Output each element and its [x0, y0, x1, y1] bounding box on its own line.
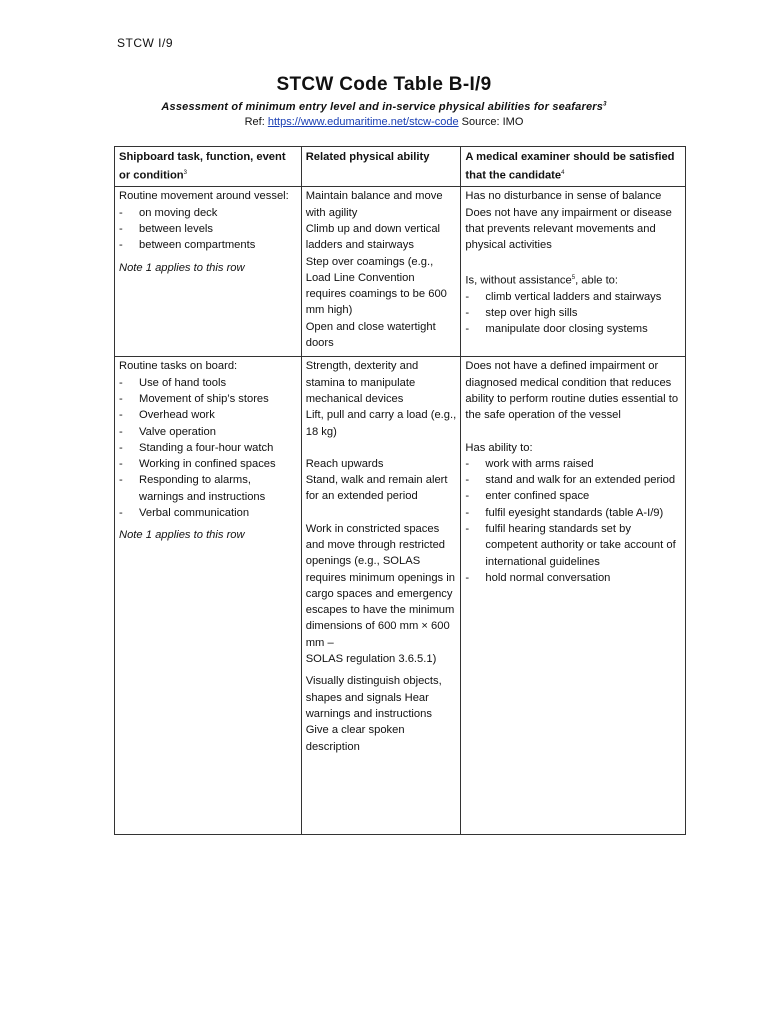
list-item: - Standing a four-hour watch — [119, 440, 297, 456]
page-subtitle — [0, 101, 768, 113]
table-row — [115, 187, 686, 357]
list-item: - fulfil eyesight standards (table A-I/9) — [465, 505, 681, 521]
ability-line: Open and close watertight doors — [305, 320, 436, 349]
reference-line — [0, 116, 768, 128]
list-item: - manipulate door closing systems — [465, 321, 681, 337]
list-item: - Valve operation — [119, 424, 297, 440]
ability-line: SOLAS regulation 3.6.5.1) — [305, 653, 437, 666]
ability-line: Climb up and down vertical ladders and stairways — [305, 222, 441, 252]
row1-note: Note 1 applies to this row — [119, 261, 245, 274]
header-task: Shipboard task, function, event or condition$^3$ — [115, 147, 302, 187]
table-row — [115, 357, 686, 835]
ref-source: Source: IMO — [461, 116, 524, 128]
row1-examiner-cell — [461, 187, 686, 357]
list-item: - fulfil hearing standards set by competent authority or take account of international guidelines — [465, 521, 681, 570]
ability-line: Reach upwards — [305, 457, 384, 470]
list-item: - work with arms raised — [465, 456, 681, 472]
header-ability: Related physical ability — [301, 147, 461, 187]
list-item: - between compartments — [119, 237, 297, 253]
row2-task-intro: Routine tasks on board: — [119, 360, 238, 373]
list-item: - Use of hand tools — [119, 375, 297, 391]
row2-task-cell — [115, 357, 302, 835]
header-task-footnote: 3 — [183, 170, 187, 177]
row2-ability-cell — [301, 357, 461, 835]
list-item: - stand and walk for an extended period — [465, 472, 681, 488]
ability-line: Lift, pull and carry a load (e.g., 18 kg) — [305, 409, 457, 438]
row1-exam-list — [465, 289, 681, 338]
list-item: - Working in confined spaces — [119, 456, 297, 472]
list-item: - between levels — [119, 221, 297, 237]
ability-line: Visually distinguish objects, shapes and signals Hear warnings and instructions — [305, 675, 442, 720]
row1-ability-cell — [301, 187, 461, 357]
ability-line: Step over coamings (e.g., Load Line Convention requires coamings to be 600 mm high) — [305, 255, 447, 317]
subtitle-footnote-marker: 3 — [603, 101, 607, 108]
ability-line: Strength, dexterity and stamina to manipulate mechanical devices — [305, 360, 419, 405]
row1-exam-footnote: 5 — [571, 274, 576, 281]
list-item: - Overhead work — [119, 407, 297, 423]
list-item: - on moving deck — [119, 205, 297, 221]
physical-abilities-table — [114, 146, 686, 835]
row2-task-list — [119, 375, 297, 522]
row1-exam-paragraph: Has no disturbance in sense of balance Does not have any impairment or disease that prevents relevant movements and physical activities — [465, 190, 672, 252]
row1-exam-intro: Is, without assistance$^5$, able to: — [465, 274, 619, 287]
list-item: - Responding to alarms, warnings and instructions — [119, 472, 297, 505]
page-title: STCW Code Table B-I/9 — [276, 74, 492, 95]
ref-label: Ref: — [244, 116, 265, 128]
ability-line: Maintain balance and move with agility — [305, 190, 443, 219]
row2-exam-intro: Has ability to: — [465, 441, 533, 454]
ability-line: Stand, walk and remain alert for an extended period — [305, 474, 448, 503]
list-item: - Movement of ship’s stores — [119, 391, 297, 407]
list-item: - step over high sills — [465, 305, 681, 321]
page-header-tag: STCW I/9 — [117, 36, 174, 50]
row2-examiner-cell — [461, 357, 686, 835]
ability-line: Give a clear spoken description — [305, 724, 405, 753]
row2-exam-paragraph: Does not have a defined impairment or diagnosed medical condition that reduces ability to perform routine duties essential to the safe operation of the vessel — [465, 360, 679, 422]
row2-exam-list — [465, 456, 681, 586]
list-item: - enter confined space — [465, 488, 681, 504]
list-item: - Verbal communication — [119, 505, 297, 521]
ability-line: Work in constricted spaces and move through restricted openings (e.g., SOLAS requires minimum openings in cargo spaces and emergency escapes to have the minimum dimensions of 600 mm × 600 mm – — [305, 522, 455, 649]
list-item: - climb vertical ladders and stairways — [465, 289, 681, 305]
list-item: - hold normal conversation — [465, 570, 681, 586]
row2-note: Note 1 applies to this row — [119, 529, 245, 542]
header-examiner: A medical examiner should be satisfied that the candidate$^4$ — [461, 147, 686, 187]
table-header-row — [115, 147, 686, 187]
ref-link[interactable]: https://www.edumaritime.net/stcw-code — [267, 116, 459, 128]
row1-task-list — [119, 205, 297, 254]
row1-task-cell — [115, 187, 302, 357]
subtitle-text: Assessment of minimum entry level and in-service physical abilities for seafarers — [161, 101, 604, 113]
header-examiner-footnote: 4 — [561, 170, 565, 177]
row1-task-intro: Routine movement around vessel: — [119, 190, 289, 203]
